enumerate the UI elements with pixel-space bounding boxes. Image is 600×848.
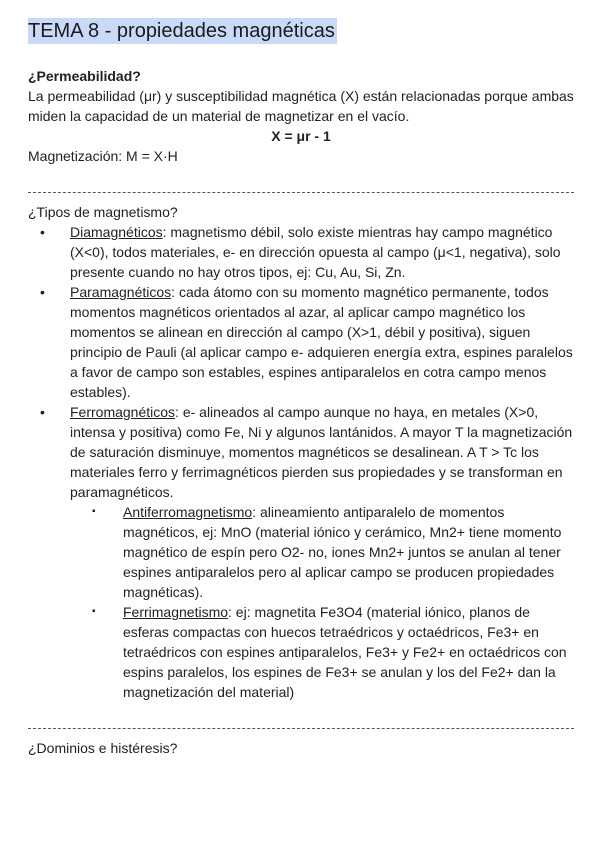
bullet-icon: • — [40, 404, 45, 420]
list-item-ferrimagnetismo — [28, 602, 574, 702]
text-antiferromagnetismo: : alineamiento antiparalelo de momentos magnéticos, ej: MnO (material iónico y cerámico, Mn2+ tiene momento magnético de espín pero O2- no, iones Mn2+ juntos se anulan al tener espines antiparalelos pero al aplicar campo se producen propiedades magnéticas). — [123, 504, 562, 600]
text-diamagneticos: : magnetismo débil, solo existe mientras hay campo magnético (X<0), todos materiales, e- en dirección opuesta al campo (μ<1, negativa), solo presente cuando no hay otros tipos, ej: Cu, Au, Si, Zn. — [70, 224, 561, 280]
list-item-antiferromagnetismo — [28, 502, 574, 602]
list-item-ferromagneticos — [28, 402, 574, 702]
permeabilidad-paragraph: La permeabilidad (μr) y susceptibilidad magnética (X) están relacionadas porque ambas miden la capacidad de un material de magnetizar en el vacío. — [28, 88, 574, 124]
ferro-subtypes-list — [28, 502, 574, 702]
document-page — [28, 18, 574, 758]
heading-dominios: ¿Dominios e histéresis? — [28, 740, 178, 756]
heading-tipos: ¿Tipos de magnetismo? — [28, 204, 178, 220]
text-ferrimagnetismo: : ej: magnetita Fe3O4 (material iónico, planos de esferas compactas con huecos tetraédricos y octaédricos, Fe3+ en tetraédricos con espines antiparalelos, Fe3+ y Fe2+ en octaédricos con espins paralelos, los espines de Fe3+ se anulan y los del Fe2+ dan la magnetización del material) — [123, 604, 567, 700]
term-diamagneticos: Diamagnéticos — [70, 224, 163, 240]
list-item-paramagneticos — [28, 282, 574, 402]
term-antiferromagnetismo: Antiferromagnetismo — [123, 504, 253, 520]
magnetization-formula: Magnetización: M = X·H — [28, 148, 178, 164]
text-paramagneticos: : cada átomo con su momento magnético permanente, todos momentos magnéticos orientados al azar, al aplicar campo magnético los momentos se alinean en dirección al campo (X>1, débil y positiva), siguen principio de Pauli (al aplicar campo e- adquieren energía extra, espines paralelos a favor de campo son estables, espines antiparalelos en cotra campo menos estables). — [70, 284, 573, 400]
square-bullet-icon: ▪ — [92, 506, 96, 517]
term-paramagneticos: Paramagnéticos — [70, 284, 172, 300]
bullet-icon: • — [40, 224, 45, 240]
list-item-diamagneticos — [28, 222, 574, 282]
term-ferrimagnetismo: Ferrimagnetismo — [123, 604, 229, 620]
bullet-icon: • — [40, 284, 45, 300]
square-bullet-icon: ▪ — [92, 606, 96, 617]
heading-permeabilidad: ¿Permeabilidad? — [28, 68, 141, 84]
text-ferromagneticos: : e- alineados al campo aunque no haya, en metales (X>0, intensa y positiva) como Fe, Ni y algunos lantánidos. A mayor T la magnetización de saturación disminuye, momentos magnéticos se desalinean. A T > Tc los materiales ferro y ferrimagnéticos pierden sus propiedades y se transforman en paramagnéticos. — [70, 404, 573, 500]
susceptibility-formula: X = μr - 1 — [271, 128, 331, 144]
term-ferromagneticos: Ferromagnéticos — [70, 404, 176, 420]
magnetism-types-list — [28, 222, 574, 702]
page-title: TEMA 8 - propiedades magnéticas — [28, 20, 335, 42]
